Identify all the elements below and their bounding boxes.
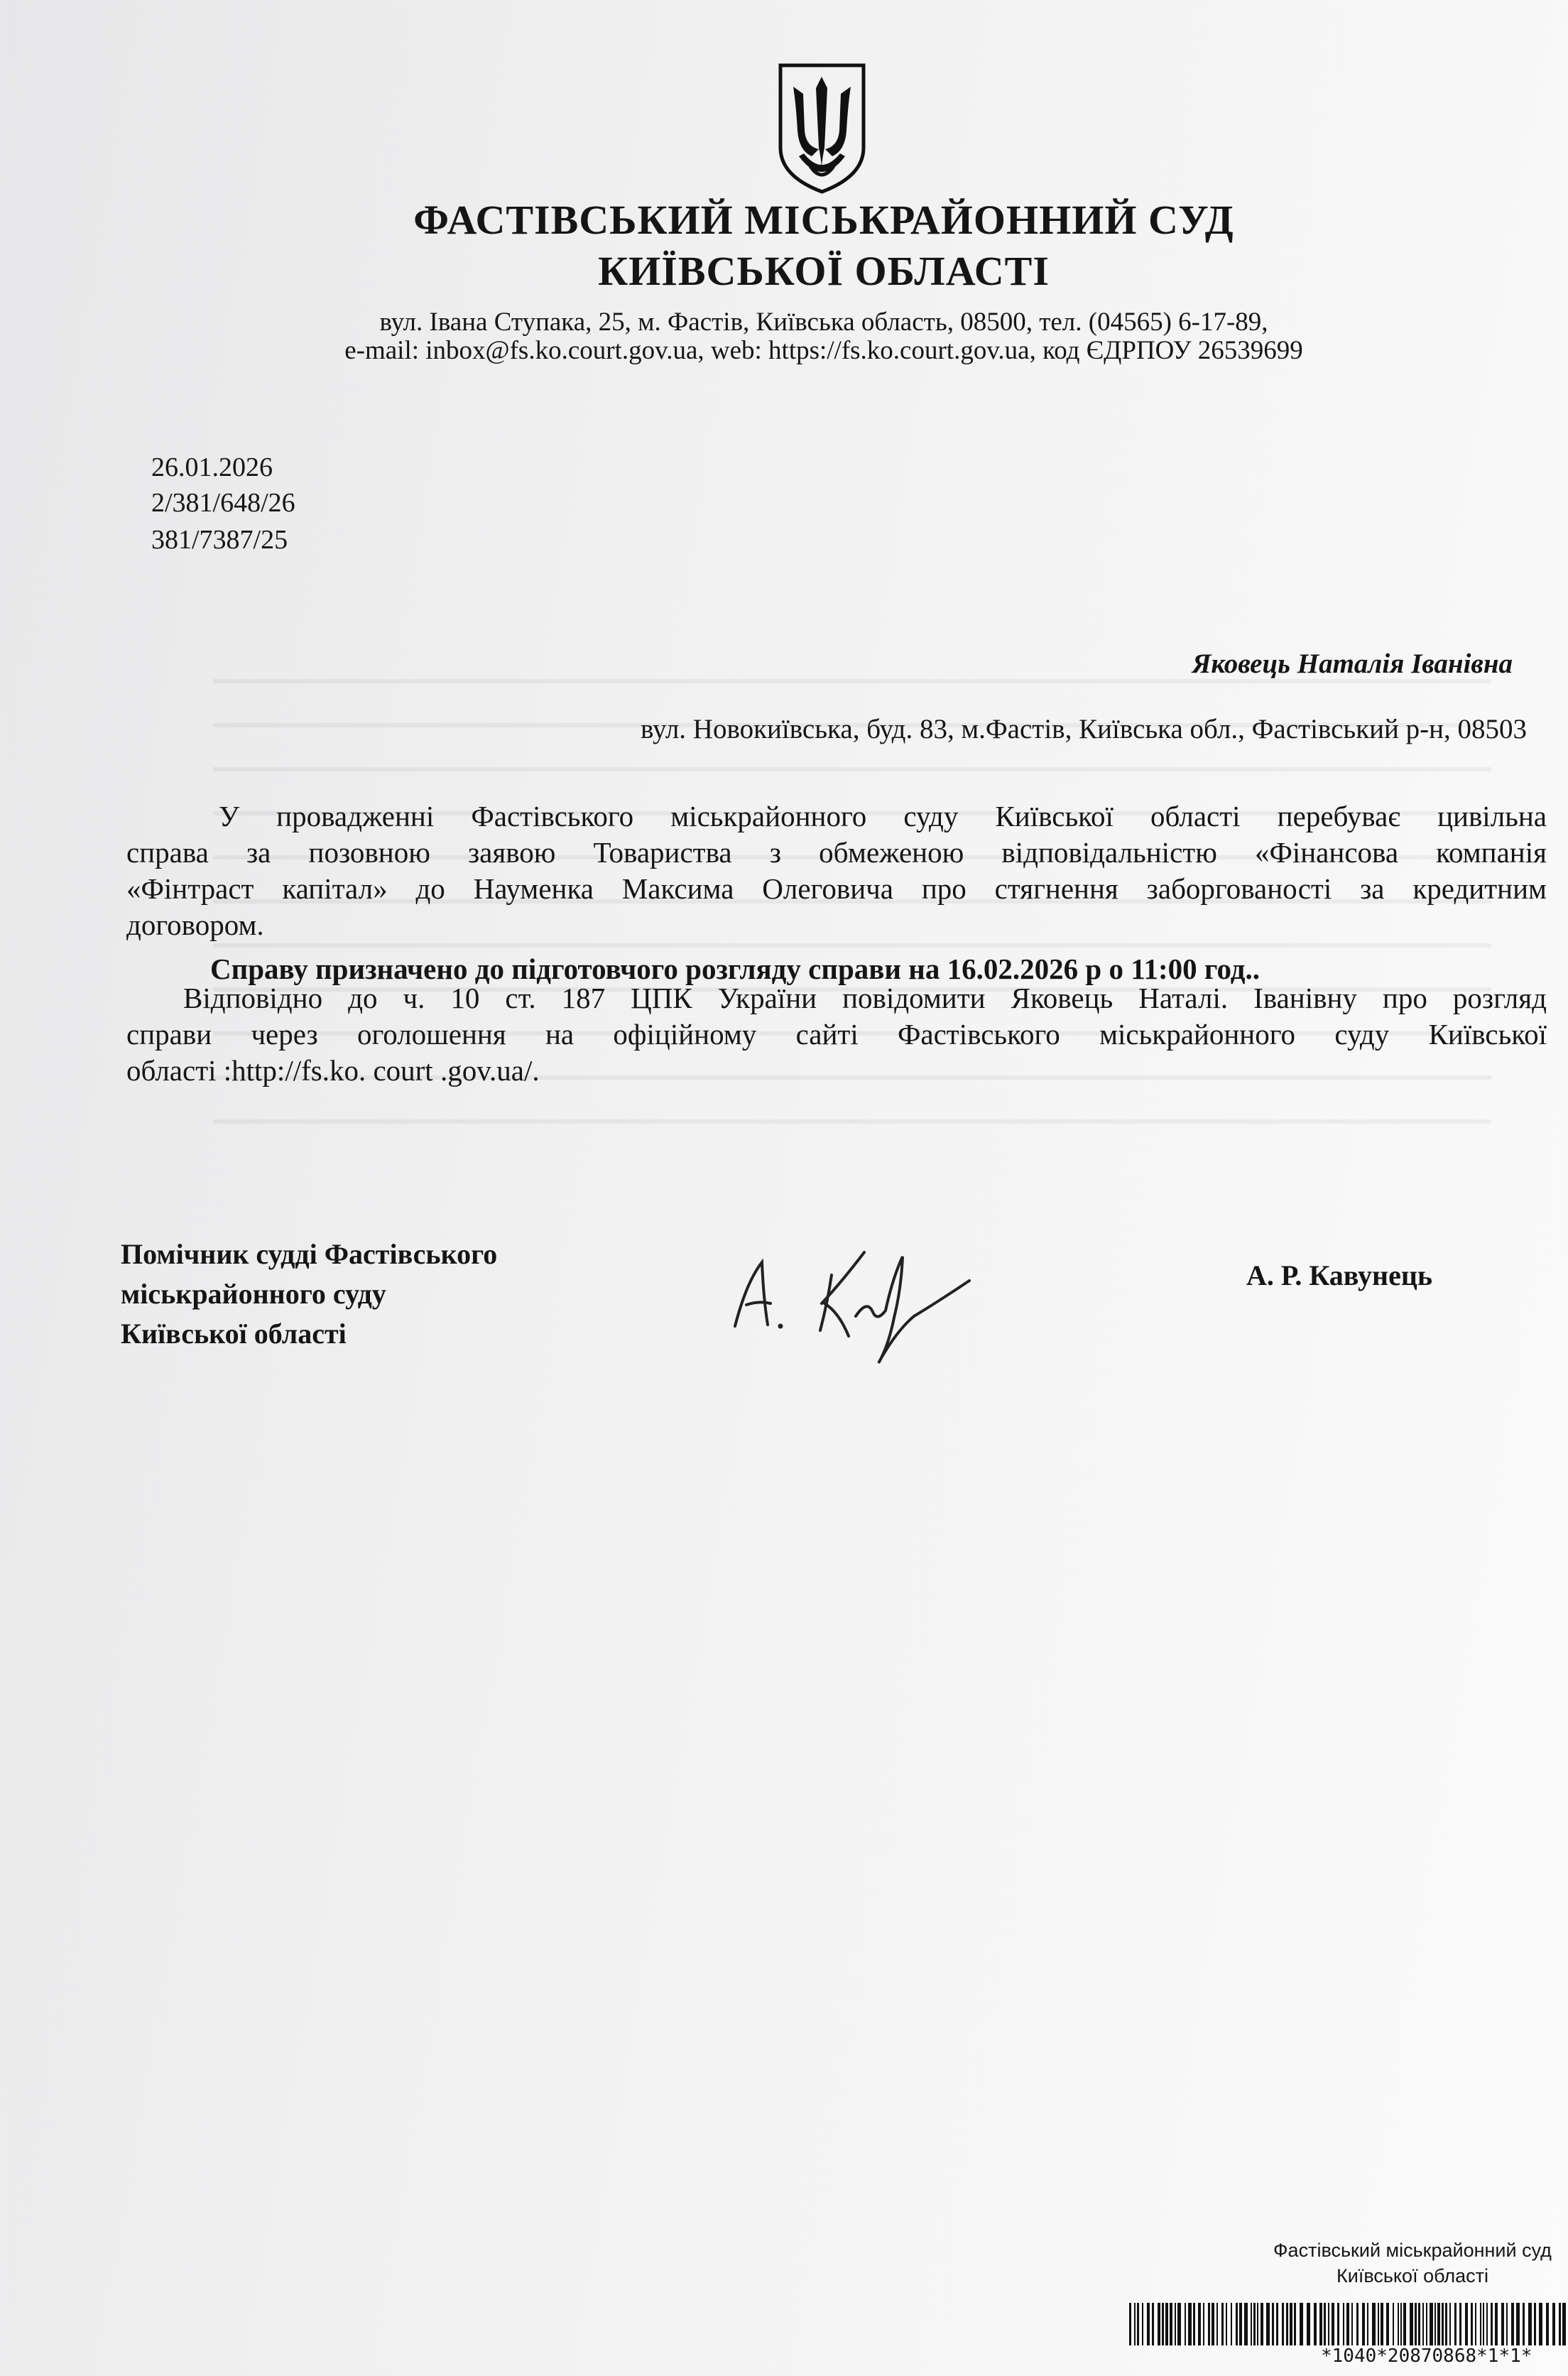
barcode-bar (1272, 2303, 1274, 2345)
barcode-bar (1239, 2303, 1242, 2345)
barcode-bar (1434, 2303, 1436, 2345)
body-paragraph-2-line: області :http://fs.ko. court .gov.ua/. (126, 1054, 540, 1087)
barcode-bar (1465, 2303, 1468, 2345)
signer-position-line: Київської області (121, 1318, 347, 1350)
barcode-bar (1251, 2303, 1252, 2345)
barcode-bar (1165, 2303, 1168, 2345)
barcode-bar (1158, 2303, 1160, 2345)
barcode-bar (1495, 2303, 1498, 2345)
barcode-bar (1175, 2303, 1176, 2345)
barcode-bar (1523, 2303, 1525, 2345)
barcode-bar (1483, 2303, 1484, 2345)
outgoing-number: 2/381/648/26 (151, 488, 295, 518)
barcode-bar (1212, 2303, 1214, 2345)
barcode-bar (1170, 2303, 1172, 2345)
barcode-bar (1324, 2303, 1326, 2345)
barcode-bar (1147, 2303, 1150, 2345)
barcode-bar (1294, 2303, 1296, 2345)
case-number: 381/7387/25 (151, 525, 288, 555)
barcode-bar (1343, 2303, 1344, 2345)
barcode-bar (1337, 2303, 1339, 2345)
barcode-bar (1393, 2303, 1394, 2345)
barcode-bar (1319, 2303, 1322, 2345)
stamp-court-line1: Фастівський міськрайонний суд (1273, 2240, 1552, 2261)
body-paragraph-1-line: договором. (126, 908, 264, 941)
barcode-bar (1445, 2303, 1447, 2345)
barcode-bar (1162, 2303, 1164, 2345)
trident-coat-of-arms-icon (778, 63, 866, 195)
barcode-bar (1314, 2303, 1317, 2345)
barcode-bar (1442, 2303, 1444, 2345)
court-address-line2: e-mail: inbox@fs.ko.court.gov.ua, web: https://fs.ko.court.gov.ua, код ЄДРПОУ 26539699 (344, 336, 1303, 365)
barcode-bar (1506, 2303, 1508, 2345)
signer-position (121, 1235, 497, 1354)
recipient-name: Яковець Наталія Іванівна (1192, 649, 1513, 679)
court-address-line1: вул. Івана Ступака, 25, м. Фастів, Київська область, 08500, тел. (04565) 6-17-89, (379, 308, 1268, 337)
signer-name: А. Р. Кавунець (1246, 1259, 1433, 1291)
barcode-bar (1454, 2303, 1457, 2345)
barcode-bar (1559, 2303, 1561, 2345)
barcode-bar (1552, 2303, 1555, 2345)
body-paragraph-1-line: «Фінтраст капітал» до Науменка Максима Олеговича про стягнення заборгованості за кредитним (126, 872, 1547, 905)
barcode-bar (1185, 2303, 1186, 2345)
barcode-bar (1400, 2303, 1402, 2345)
court-name-line1: ФАСТІВСЬКИЙ МІСЬКРАЙОННИЙ СУД (413, 197, 1234, 243)
barcode-bar (1328, 2303, 1329, 2345)
barcode-bar (1422, 2303, 1424, 2345)
barcode-bar (1253, 2303, 1256, 2345)
barcode-bar (1415, 2303, 1417, 2345)
stamp-court-line2: Київської області (1336, 2265, 1488, 2287)
barcode-bar (1193, 2303, 1195, 2345)
barcode-bar (1511, 2303, 1514, 2345)
hearing-date-line: Справу призначено до підготовчого розгляду справи на 16.02.2026 р о 11:00 год.. (210, 953, 1261, 985)
barcode-bar (1381, 2303, 1383, 2345)
barcode-bar (1266, 2303, 1270, 2345)
barcode-bar (1516, 2303, 1520, 2345)
barcode-bar (1332, 2303, 1334, 2345)
barcode-bar (1459, 2303, 1461, 2345)
barcode-bar (1367, 2303, 1368, 2345)
barcode-bar (1430, 2303, 1433, 2345)
barcode-bar (1378, 2303, 1379, 2345)
barcode-bar (1449, 2303, 1451, 2345)
barcode-bar (1208, 2303, 1210, 2345)
barcode-icon (1129, 2303, 1568, 2345)
barcode-bar (1244, 2303, 1248, 2345)
recipient-address: вул. Новокиївська, буд. 83, м.Фастів, Київська обл., Фастівський р-н, 08503 (640, 714, 1527, 744)
barcode-bar (1491, 2303, 1493, 2345)
barcode-bar (1129, 2303, 1131, 2345)
barcode-bar (1437, 2303, 1440, 2345)
barcode-bar (1177, 2303, 1181, 2345)
body-paragraph-2 (126, 980, 1547, 1089)
barcode-bar (1346, 2303, 1349, 2345)
barcode-bar (1203, 2303, 1204, 2345)
barcode-bar (1286, 2303, 1288, 2345)
barcode-bar (1216, 2303, 1218, 2345)
barcode-bar (1372, 2303, 1376, 2345)
body-paragraph-2-line: справи через оголошення на офіційному сайті Фастівського міськрайонного суду Київської (126, 1018, 1547, 1051)
barcode-bar (1539, 2303, 1542, 2345)
barcode-bar (1236, 2303, 1238, 2345)
body-paragraph-1-line: справа за позовною заявою Товариства з обмеженою відповідальністю «Фінансова компанія (126, 836, 1547, 869)
barcode-bar (1501, 2303, 1504, 2345)
barcode-bar (1134, 2303, 1136, 2345)
barcode-bar (1362, 2303, 1365, 2345)
letter-date: 26.01.2026 (151, 452, 273, 482)
barcode-bar (1418, 2303, 1420, 2345)
barcode-bar (1528, 2303, 1532, 2345)
body-paragraph-1-line: У провадженні Фастівського міськрайонного суду Київської області перебуває цивільна (219, 800, 1547, 832)
court-name-line2: КИЇВСЬКОЇ ОБЛАСТІ (598, 248, 1050, 294)
body-paragraph-2-line: Відповідно до ч. 10 ст. 187 ЦПК України повідомити Яковець Наталі. Іванівну про розгляд (183, 982, 1547, 1014)
signer-position-line: міськрайонного суду (121, 1278, 386, 1310)
barcode-bar (1231, 2303, 1232, 2345)
barcode-bar (1426, 2303, 1427, 2345)
barcode-bar (1261, 2303, 1263, 2345)
body-paragraph-1 (126, 798, 1547, 943)
barcode-bar (1142, 2303, 1143, 2345)
barcode-bar (1276, 2303, 1278, 2345)
barcode-bar (1188, 2303, 1192, 2345)
signer-position-line: Помічник судді Фастівського (121, 1238, 498, 1270)
barcode-bar (1475, 2303, 1476, 2345)
registry-stamp (1257, 2237, 1568, 2289)
barcode-bar (1282, 2303, 1284, 2345)
barcode-bar (1307, 2303, 1310, 2345)
barcode-bar (1534, 2303, 1536, 2345)
barcode-bar (1221, 2303, 1224, 2345)
barcode-bar (1257, 2303, 1258, 2345)
barcode-bar (1351, 2303, 1353, 2345)
barcode-bar (1480, 2303, 1481, 2345)
barcode-bar (1356, 2303, 1359, 2345)
barcode-bar (1198, 2303, 1201, 2345)
barcode-bar (1386, 2303, 1389, 2345)
barcode-number: *1040*20870868*1*1* (1321, 2345, 1532, 2367)
handwritten-signature-icon (728, 1232, 984, 1374)
barcode-bar (1403, 2303, 1406, 2345)
barcode-bar (1410, 2303, 1413, 2345)
barcode-bar (1137, 2303, 1139, 2345)
barcode-bar (1546, 2303, 1549, 2345)
barcode-bar (1562, 2303, 1566, 2345)
barcode-bar (1290, 2303, 1292, 2345)
barcode-bar (1300, 2303, 1303, 2345)
barcode-bar (1152, 2303, 1154, 2345)
barcode-bar (1226, 2303, 1227, 2345)
barcode-bar (1471, 2303, 1473, 2345)
barcode-bar (1486, 2303, 1488, 2345)
barcode-bar (1398, 2303, 1399, 2345)
